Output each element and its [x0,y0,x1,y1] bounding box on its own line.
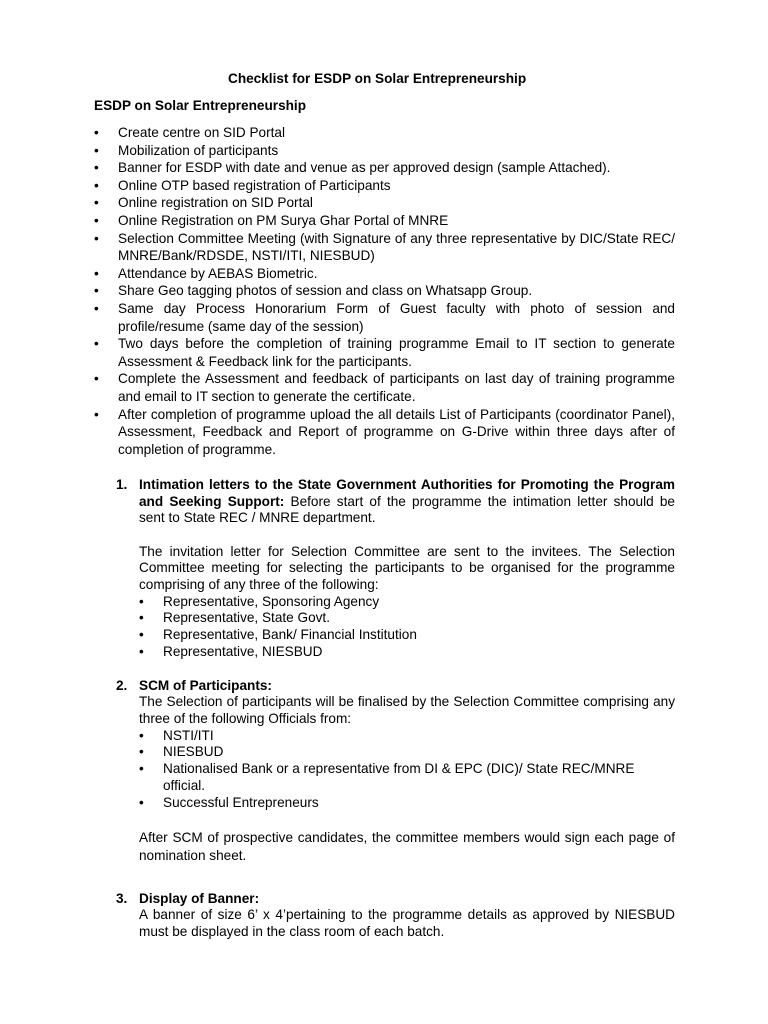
bullet-icon: • [139,593,144,609]
section-intimation-letters [116,477,675,661]
list-item: • Banner for ESDP with date and venue as per approved design (sample Attached). [94,160,611,176]
bullet-icon: • [94,336,99,352]
bullet-icon: • [94,300,99,316]
document-title: Checklist for ESDP on Solar Entrepreneurship [228,71,527,86]
section-scm-participants [116,678,675,865]
committee-list [139,594,675,661]
list-item: • Same day Process Honorarium Form of Guest faculty with photo of session and profile/resume (same day of the session) [94,300,675,334]
section-heading: Intimation letters to the State Government Authorities for Promoting the Program and Seeking Support: [139,477,675,509]
section-number: 3. [116,890,128,906]
list-item: • Attendance by AEBAS Biometric. [94,265,318,281]
section-number: 1. [116,477,128,492]
section-subtitle: ESDP on Solar Entrepreneurship [94,98,307,113]
list-item: • NSTI/ITI [139,727,214,743]
bullet-icon: • [94,177,99,193]
list-item: • Mobilization of participants [94,142,279,158]
list-item: • Create centre on SID Portal [94,125,285,140]
list-item: • Share Geo tagging photos of session and class on Whatsapp Group. [94,283,533,299]
section-paragraph: The invitation letter for Selection Committee are sent to the invitees. The Selection Committee meeting for selecting the participants to be organised for the programme comprising of any three of the following: [139,543,675,592]
section-text: A banner of size 6’ x 4’pertaining to the programme details as approved by NIESBUD must be displayed in the class room of each batch. [139,907,675,939]
bullet-icon: • [94,371,99,387]
section-display-banner [116,891,675,941]
checklist [94,124,675,458]
list-item: • Representative, NIESBUD [139,643,323,659]
bullet-icon: • [139,610,144,626]
section-heading: SCM of Participants: [139,677,272,693]
bullet-icon: • [139,643,144,659]
list-item: • Online registration on SID Portal [94,195,313,211]
bullet-icon: • [139,744,144,760]
bullet-icon: • [94,230,99,246]
bullet-icon: • [94,265,99,281]
list-item: • Representative, Sponsoring Agency [139,593,380,609]
section-text: The Selection of participants will be finalised by the Selection Committee comprising any three of the following Officials from: [139,694,675,726]
list-item: • Nationalised Bank or a representative from DI & EPC (DIC)/ State REC/MNRE official. [139,761,635,793]
bullet-icon: • [139,627,144,643]
list-item: • Successful Entrepreneurs [139,794,319,810]
section-text: Before start of the programme the intimation letter should be sent to State REC / MNRE department. [139,493,675,526]
bullet-icon: • [139,794,144,810]
list-item: • Online Registration on PM Surya Ghar Portal of MNRE [94,212,449,228]
list-item: • Representative, Bank/ Financial Institution [139,627,417,643]
section-heading: Display of Banner: [139,890,260,906]
bullet-icon: • [94,142,99,158]
list-item: • After completion of programme upload the all details List of Participants (coordinator Panel), Assessment, Feedback and Report of programme on G-Drive within three days after of completion of programme. [94,406,675,457]
bullet-icon: • [94,212,99,228]
section-number: 2. [116,677,128,693]
section-paragraph [139,477,675,527]
list-item: • Online OTP based registration of Participants [94,177,391,193]
numbered-sections [116,477,675,940]
list-item: • Representative, State Govt. [139,610,330,626]
list-item: • NIESBUD [139,744,224,760]
bullet-icon: • [94,283,99,299]
bullet-icon: • [139,727,144,743]
bullet-icon: • [94,125,99,140]
bullet-icon: • [139,761,144,777]
bullet-icon: • [94,160,99,176]
list-item: • Two days before the completion of training programme Email to IT section to generate Assessment & Feedback link for the participants. [94,336,675,369]
list-item: • Selection Committee Meeting (with Signature of any three representative by DIC/State REC/ MNRE/Bank/RDSDE, NSTI/ITI, NIESBUD) [94,230,675,264]
bullet-icon: • [94,406,99,422]
list-item: • Complete the Assessment and feedback of participants on last day of training programme and email to IT section to generate the certificate. [94,371,675,404]
section-paragraph: After SCM of prospective candidates, the committee members would sign each page of nomination sheet. [139,829,675,863]
officials-list [139,728,675,812]
bullet-icon: • [94,195,99,211]
